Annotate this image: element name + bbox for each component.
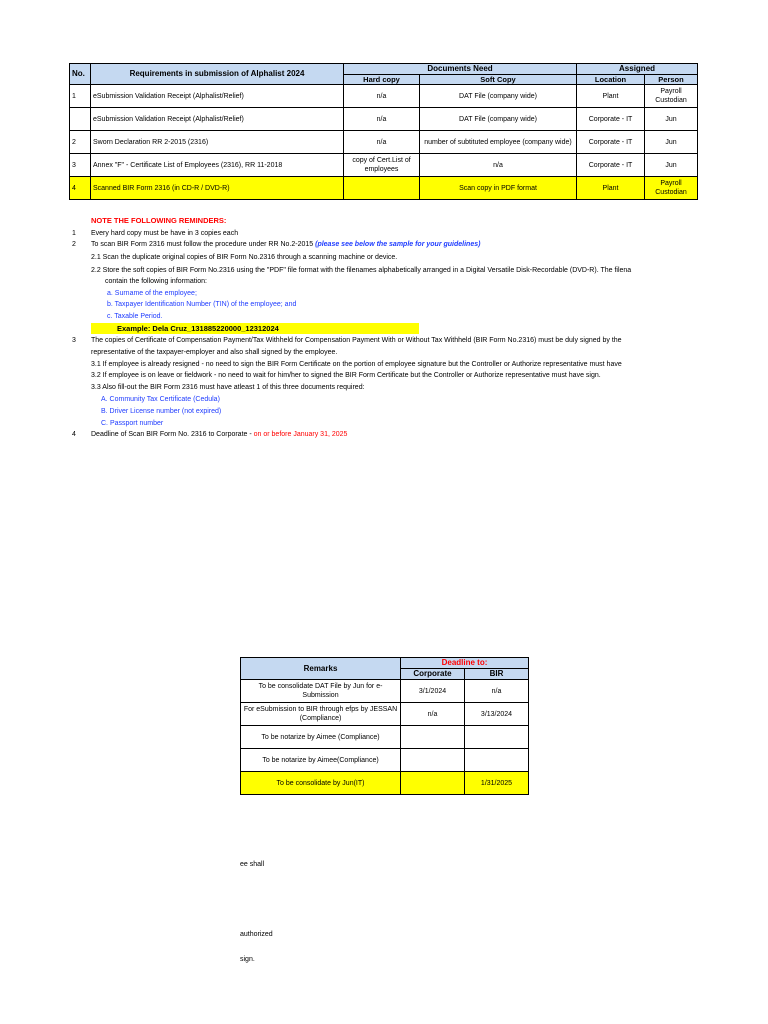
remark-bir: 3/13/2024 [465,703,529,726]
requirements-table [69,63,698,200]
reminder-item-1: Every hard copy must be have in 3 copies each [91,230,239,237]
reminder-number: 3 [72,337,76,344]
reminder-item-3-1: 3.1 If employee is already resigned - no need to sign the BIR Form Certificate on the portion of employee signature but the Controller or Authorize representative must have [91,361,622,368]
remark-corporate: 3/1/2024 [401,680,465,703]
reminder-item-3-c: C. Passport number [101,420,164,427]
reminder-item-2-2: 2.2 Store the soft copies of BIR Form No.2316 using the "PDF" file format with the filenames alphabetically arranged in a Digital Versatile Disk-Recordable (DVD-R). The filena [91,267,632,274]
table-row [70,154,698,177]
row-no: 3 [70,154,91,177]
remark-text: To be consolidate by Jun(IT) [241,772,401,795]
table-row-highlighted [70,177,698,200]
reminders-title: NOTE THE FOLLOWING REMINDERS: [91,216,227,225]
reminder-item-3-a: A. Community Tax Certificate (Cedula) [101,396,220,403]
row-location: Corporate - IT [577,154,645,177]
remark-text: To be consolidate DAT File by Jun for e-Submission [241,680,401,703]
row-hard-copy [344,177,420,200]
row-requirement: Annex "F" - Certificate List of Employees (2316), RR 11-2018 [91,154,344,177]
header-person: Person [645,75,698,85]
table-row [241,749,529,772]
remark-bir: n/a [465,680,529,703]
row-soft-copy: DAT File (company wide) [420,85,577,108]
table-row-highlighted [241,772,529,795]
header-soft-copy: Soft Copy [420,75,577,85]
row-soft-copy: n/a [420,154,577,177]
remark-corporate [401,772,465,795]
header-bir: BIR [465,669,529,680]
reminder-number: 4 [72,431,76,438]
reminder-item-3-cont: representative of the taxpayer-employer and also shall signed by the employee. [91,349,338,356]
row-location: Corporate - IT [577,108,645,131]
header-deadline: Deadline to: [401,658,529,669]
row-location: Plant [577,85,645,108]
remark-corporate: n/a [401,703,465,726]
table-row [70,131,698,154]
row-hard-copy: copy of Cert.List of employees [344,154,420,177]
reminder-item-4-text: Deadline of Scan BIR Form No. 2316 to Corporate - [91,431,254,438]
row-person: Jun [645,154,698,177]
remark-text: For eSubmission to BIR through efps by JESSAN (Compliance) [241,703,401,726]
remark-text: To be notarize by Aimee(Compliance) [241,749,401,772]
row-hard-copy: n/a [344,131,420,154]
table-row [241,680,529,703]
row-location: Corporate - IT [577,131,645,154]
reminder-item-2 [91,240,480,249]
row-soft-copy: Scan copy in PDF format [420,177,577,200]
remark-bir: 1/31/2025 [465,772,529,795]
remark-bir [465,749,529,772]
reminder-item-2-2-cont: contain the following information: [105,278,207,285]
row-location: Plant [577,177,645,200]
reminder-item-2-c: c. Taxable Period. [107,313,163,320]
overflow-text: authorized [240,931,273,938]
reminder-item-4-deadline: on or before January 31, 2025 [253,431,348,438]
reminder-item-2-1: 2.1 Scan the duplicate original copies of BIR Form No.2316 through a scanning machine or device. [91,254,398,261]
reminder-item-2-note: (please see below the sample for your guidelines) [315,241,481,248]
row-requirement: eSubmission Validation Receipt (Alphalist/Relief) [91,108,344,131]
header-location: Location [577,75,645,85]
header-remarks: Remarks [241,658,401,680]
header-no: No. [70,64,91,85]
row-soft-copy: DAT File (company wide) [420,108,577,131]
table-row [241,726,529,749]
row-no: 2 [70,131,91,154]
row-requirement: Sworn Declaration RR 2-2015 (2316) [91,131,344,154]
row-person: Jun [645,108,698,131]
table-row [70,108,698,131]
header-documents-need: Documents Need [344,64,577,75]
remarks-table [240,657,529,795]
reminder-item-3-3: 3.3 Also fill-out the BIR Form 2316 must have atleast 1 of this three documents required: [91,384,365,391]
reminder-item-2-text: To scan BIR Form 2316 must follow the procedure under RR No.2-2015 [91,241,316,248]
row-hard-copy: n/a [344,85,420,108]
reminder-number: 1 [72,230,76,237]
overflow-text: sign. [240,956,255,963]
reminder-item-2-b: b. Taxpayer Identification Number (TIN) of the employee; and [107,301,297,308]
reminder-item-4 [91,430,347,439]
remark-bir [465,726,529,749]
header-requirements: Requirements in submission of Alphalist 2024 [91,64,344,85]
row-requirement: Scanned BIR Form 2316 (in CD-R / DVD-R) [91,177,344,200]
filename-example: Example: Dela Cruz_131885220000_12312024 [91,323,419,334]
table-row [241,703,529,726]
table-row [70,85,698,108]
row-soft-copy: number of subtituted employee (company wide) [420,131,577,154]
row-no: 4 [70,177,91,200]
reminder-item-3-b: B. Driver License number (not expired) [101,408,222,415]
row-hard-copy: n/a [344,108,420,131]
row-no: 1 [70,85,91,108]
row-person: Payroll Custodian [645,177,698,200]
remark-corporate [401,726,465,749]
reminder-number: 2 [72,241,76,248]
reminder-item-3: The copies of Certificate of Compensation Payment/Tax Withheld for Compensation Payment With or Without Tax Withheld (BIR Form No.2316) must be duly signed by the [91,337,622,344]
row-person: Payroll Custodian [645,85,698,108]
header-assigned: Assigned [577,64,698,75]
overflow-text: ee shall [240,861,265,868]
row-requirement: eSubmission Validation Receipt (Alphalist/Relief) [91,85,344,108]
header-corporate: Corporate [401,669,465,680]
remark-text: To be notarize by Aimee (Compliance) [241,726,401,749]
row-person: Jun [645,131,698,154]
header-hard-copy: Hard copy [344,75,420,85]
row-no [70,108,91,131]
reminder-item-3-2: 3.2 If employee is on leave or fieldwork - no need to wait for him/her to signed the BIR Form Certificate but the Controller or Authorize representative must have sign. [91,372,601,379]
remark-corporate [401,749,465,772]
reminder-item-2-a: a. Surname of the employee; [107,290,197,297]
